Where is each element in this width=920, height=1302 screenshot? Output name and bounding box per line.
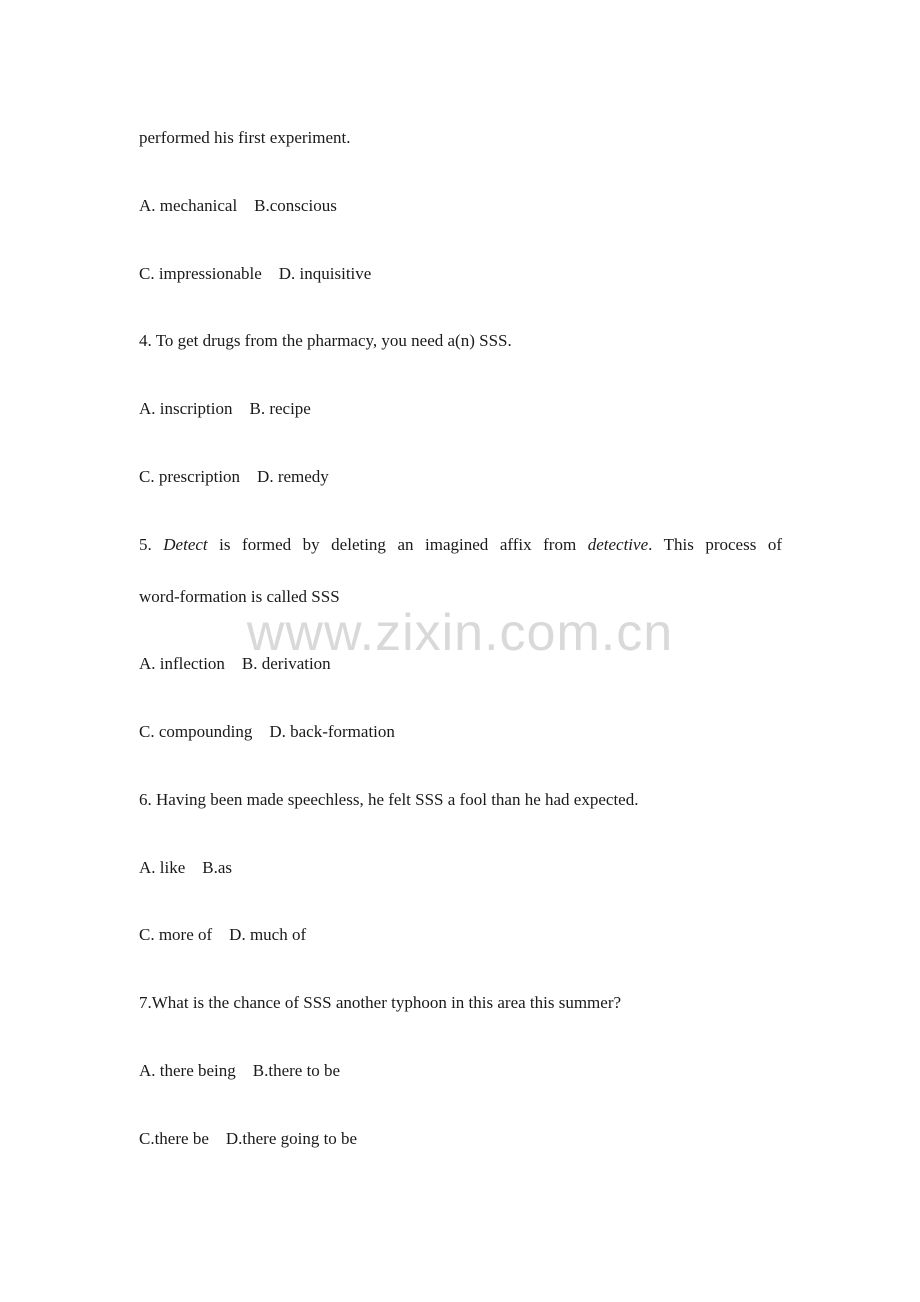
answer-options: C. more of D. much of	[139, 925, 307, 944]
answer-options: A. like B.as	[139, 858, 233, 877]
answer-options: A. inscription B. recipe	[139, 399, 311, 418]
question-5-number: 5.	[139, 535, 164, 554]
question-4: 4. To get drugs from the pharmacy, you need a(n) SSS.	[139, 331, 512, 350]
text-line: performed his first experiment.	[139, 128, 351, 147]
answer-options: C. impressionable D. inquisitive	[139, 264, 372, 283]
answer-options: A. inflection B. derivation	[139, 654, 331, 673]
question-5-continuation: word-formation is called SSS	[139, 587, 340, 606]
answer-options: A. mechanical B.conscious	[139, 196, 337, 215]
question-7: 7.What is the chance of SSS another typhoon in this area this summer?	[139, 993, 622, 1012]
italic-term-detect: Detect	[163, 535, 208, 554]
question-5	[139, 535, 782, 555]
answer-options: A. there being B.there to be	[139, 1061, 341, 1080]
watermark: www.zixin.com.cn	[246, 604, 674, 662]
italic-term-detective: detective	[587, 535, 649, 554]
question-5-text-end: . This process of	[648, 535, 783, 554]
question-6: 6. Having been made speechless, he felt SSS a fool than he had expected.	[139, 790, 639, 809]
answer-options: C.there be D.there going to be	[139, 1129, 358, 1148]
answer-options: C. compounding D. back-formation	[139, 722, 395, 741]
question-5-text: is formed by deleting an imagined affix from	[207, 535, 588, 554]
answer-options: C. prescription D. remedy	[139, 467, 329, 486]
